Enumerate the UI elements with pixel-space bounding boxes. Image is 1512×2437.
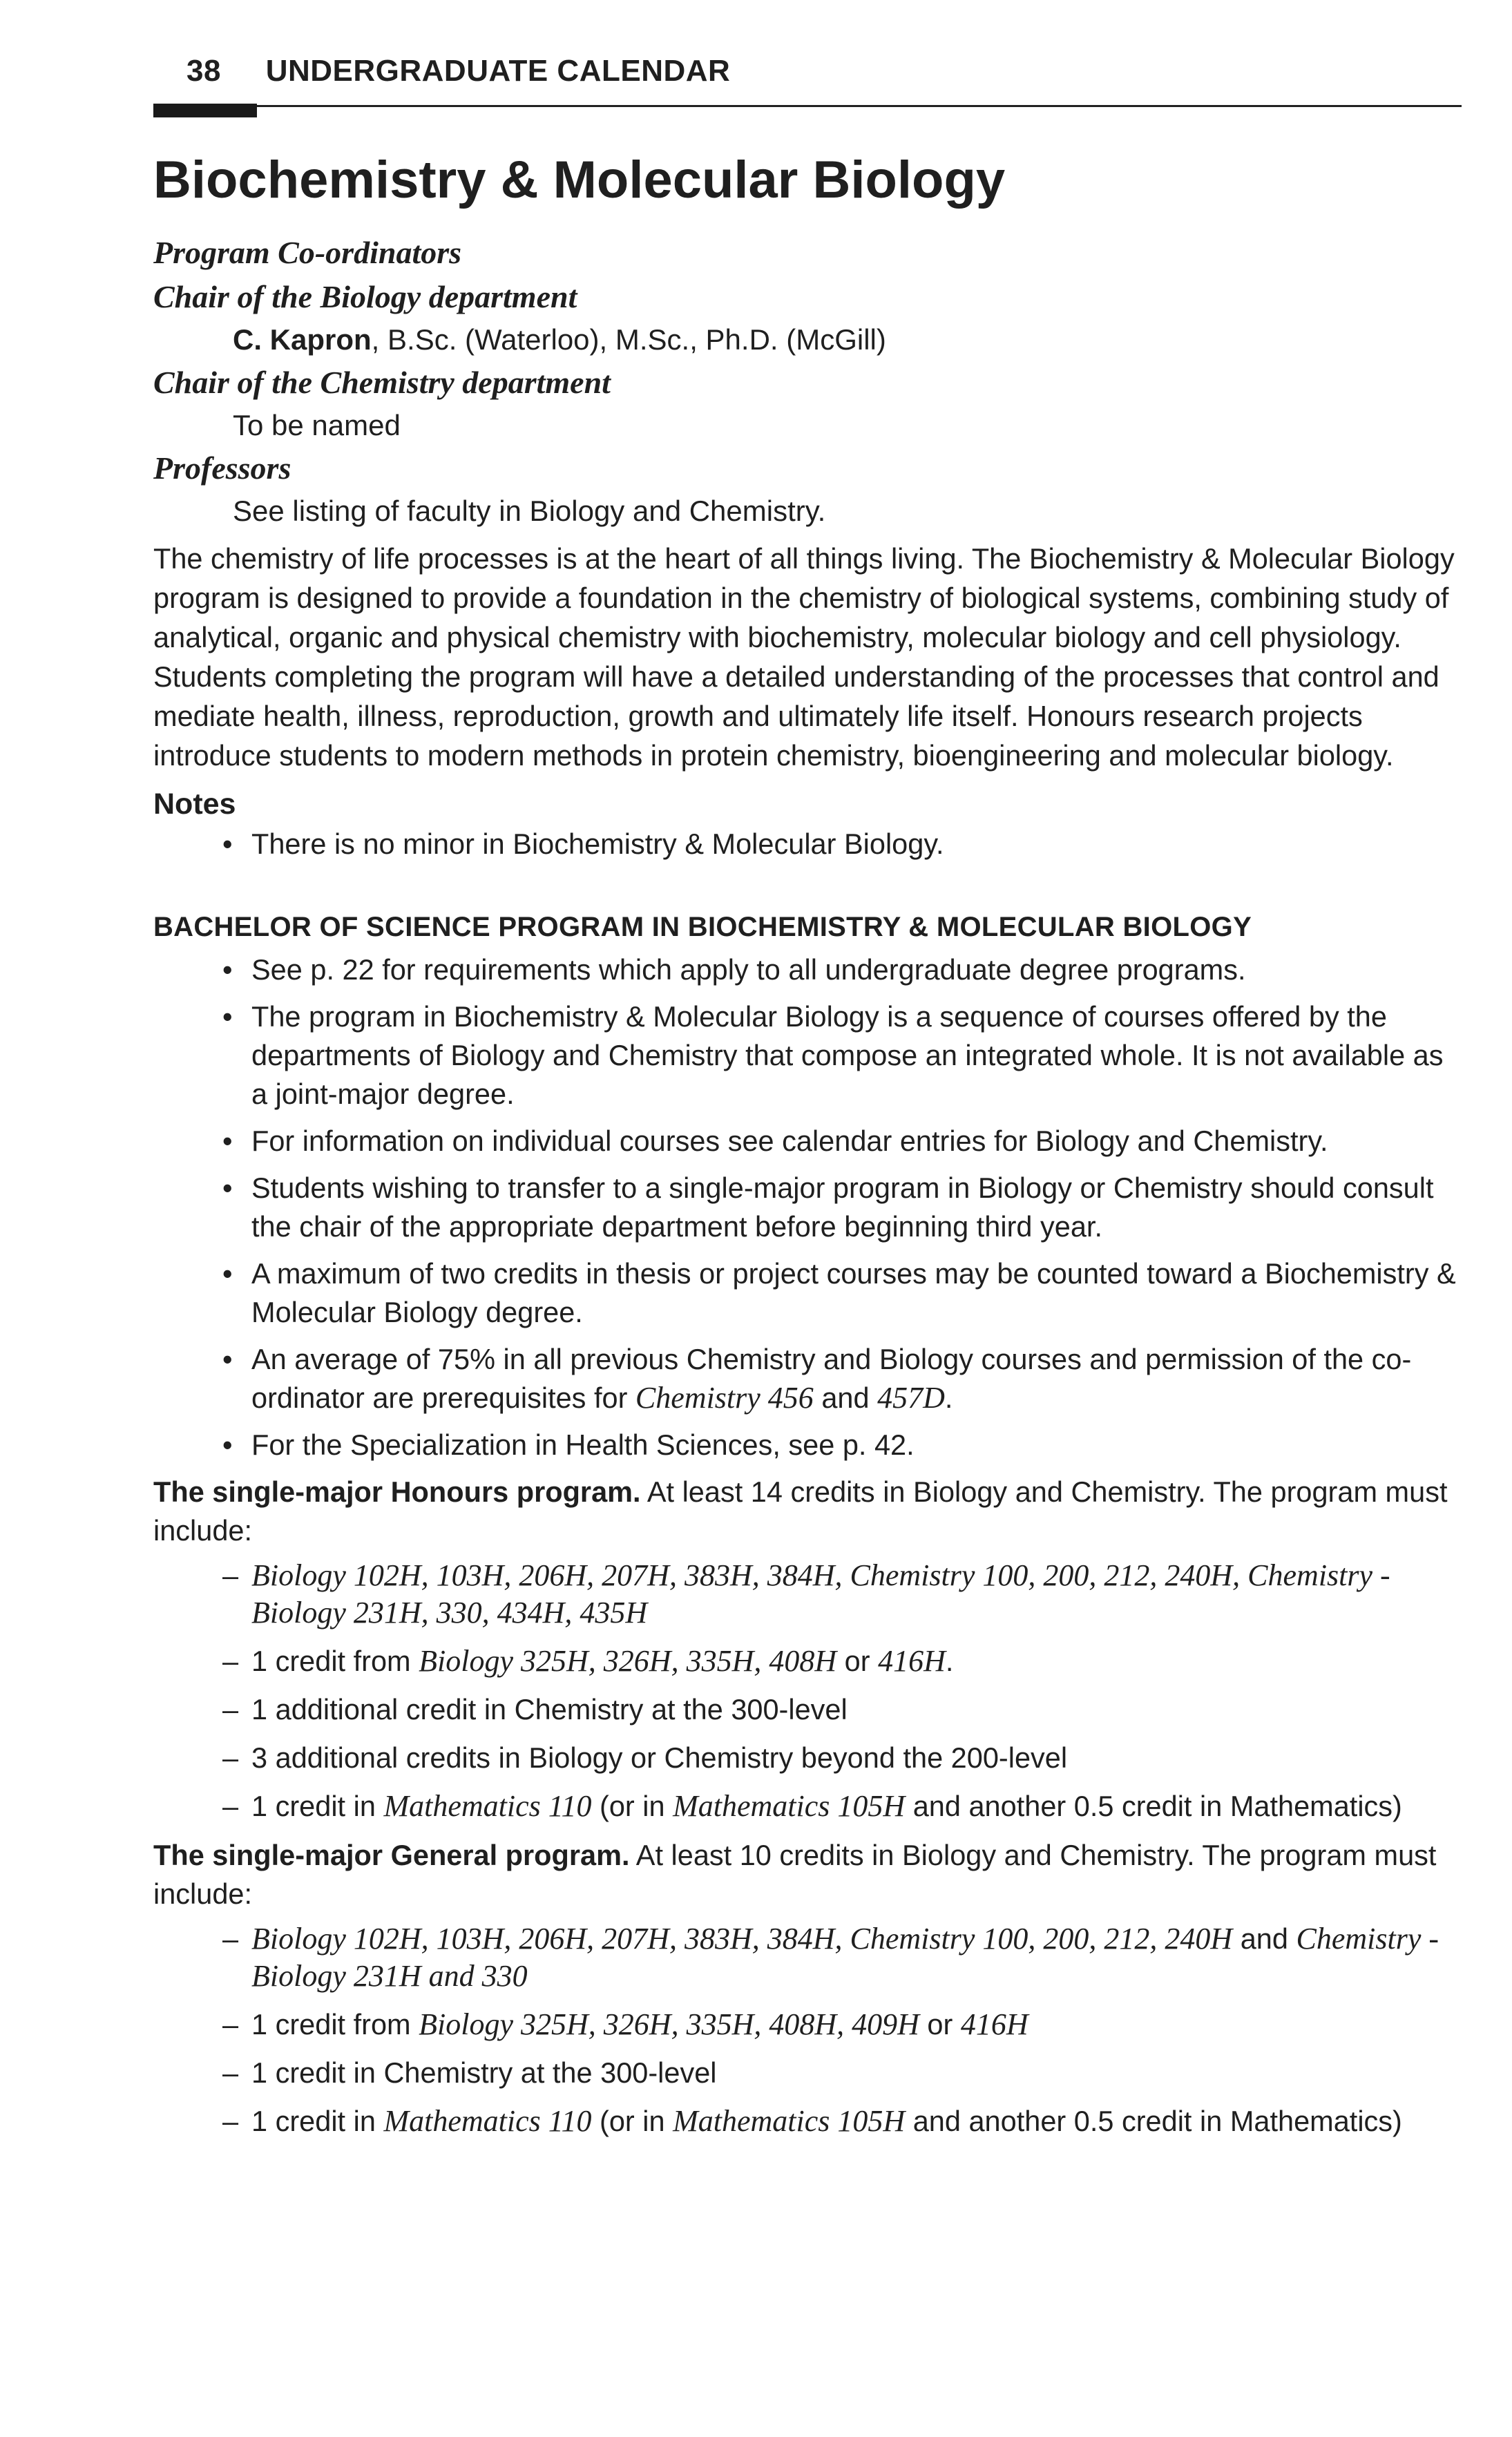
- honours-text: At least 14 credits in Biology and Chemistry. The program must include:: [153, 1475, 1448, 1547]
- professors-heading: Professors: [153, 450, 291, 486]
- bsc-bullet: • The program in Biochemistry & Molecular Biology is a sequence of courses offered by the departments of Biology and Chemistry that compose an integrated whole. It is not available as a joint-major degree.: [153, 997, 1466, 1114]
- notes-list: [153, 825, 1466, 863]
- course-chemistry-456: Chemistry 456: [635, 1381, 814, 1415]
- req-text: or: [836, 1645, 879, 1677]
- notes-item: • There is no minor in Biochemistry & Molecular Biology.: [153, 825, 1466, 863]
- req-text: and another 0.5 credit in Mathematics): [905, 1790, 1402, 1822]
- req-courses: 416H: [960, 2007, 1028, 2041]
- req-text: and: [1232, 1922, 1296, 1955]
- requirement-item: [153, 2006, 1466, 2043]
- honours-requirements: [153, 1557, 1466, 1825]
- general-text: At least 10 credits in Biology and Chemistry. The program must include:: [153, 1839, 1437, 1910]
- req-courses: Mathematics 105H: [673, 1789, 906, 1823]
- header-rule-block: [153, 104, 257, 117]
- requirement-item: [153, 1643, 1466, 1680]
- coordinators-heading: Program Co-ordinators: [153, 235, 462, 270]
- bsc-bullet-health: • For the Specialization in Health Sciences, see p. 42.: [153, 1426, 1466, 1464]
- conjunction: and: [813, 1382, 878, 1414]
- page-content: [153, 142, 1466, 2151]
- req-courses: Mathematics 110: [383, 2104, 592, 2138]
- page-number: 38: [186, 54, 221, 88]
- punctuation: .: [944, 1382, 953, 1414]
- biology-chair-degrees: , B.Sc. (Waterloo), M.Sc., Ph.D. (McGill): [371, 323, 886, 356]
- general-label: The single-major General program.: [153, 1839, 630, 1871]
- course-457d: 457D: [877, 1381, 945, 1415]
- general-requirements: [153, 1920, 1466, 2140]
- biology-chair-line: [153, 319, 1466, 361]
- average-text: An average of 75% in all previous Chemistry and Biology courses and permission of the co-ordinator are prerequisites for: [251, 1343, 1412, 1414]
- req-courses: 416H: [878, 1644, 946, 1678]
- req-text: (or in: [591, 1790, 673, 1822]
- req-text: and another 0.5 credit in Mathematics): [905, 2105, 1402, 2137]
- bsc-bullet: • For information on individual courses see calendar entries for Biology and Chemistry.: [153, 1122, 1466, 1160]
- intro-paragraph: The chemistry of life processes is at the heart of all things living. The Biochemistry & Molecular Biology program is designed to provide a foundation in the chemistry of biological systems, combining study of analytical, organic and physical chemistry with biochemistry, molecular biology and cell physiology. Students completing the program will have a detailed understanding of the processes that control and mediate health, illness, reproduction, growth and ultimately life itself. Honours research projects introduce students to modern methods in protein chemistry, bioengineering and molecular biology.: [153, 542, 1455, 772]
- bsc-bullet: • See p. 22 for requirements which apply to all undergraduate degree programs.: [153, 950, 1466, 989]
- chemistry-chair-name: To be named: [233, 409, 401, 441]
- requirement-item: – 1 additional credit in Chemistry at the 300-level: [153, 1691, 1466, 1728]
- req-text: 1 credit from: [251, 1645, 419, 1677]
- honours-intro: [153, 1473, 1466, 1550]
- biology-chair-name: C. Kapron: [233, 323, 372, 356]
- req-text: or: [919, 2008, 961, 2041]
- req-text: 1 credit from: [251, 2008, 419, 2041]
- bsc-bullet: • Students wishing to transfer to a single-major program in Biology or Chemistry should consult the chair of the appropriate department before beginning third year.: [153, 1169, 1466, 1246]
- req-text: (or in: [591, 2105, 673, 2137]
- requirement-item: – 3 additional credits in Biology or Chemistry beyond the 200-level: [153, 1739, 1466, 1777]
- req-courses: Chemistry - Biology 231H and 330: [251, 1922, 1439, 1993]
- notes-heading: Notes: [153, 787, 236, 821]
- req-text: 1 credit in: [251, 1790, 384, 1822]
- req-courses: Biology 102H, 103H, 206H, 207H, 383H, 384H, Chemistry 100, 200, 212, 240H: [251, 1922, 1233, 1956]
- professors-text: See listing of faculty in Biology and Chemistry.: [233, 495, 826, 527]
- req-courses: Mathematics 105H: [673, 2104, 906, 2138]
- honours-label: The single-major Honours program.: [153, 1475, 641, 1508]
- bsc-bullets: [153, 950, 1466, 1464]
- chemistry-chair-role: Chair of the Chemistry department: [153, 365, 611, 400]
- bsc-bullet-average: [153, 1340, 1466, 1417]
- biology-chair-role: Chair of the Biology department: [153, 279, 577, 314]
- running-header: [186, 54, 730, 88]
- requirement-item: [153, 1557, 1466, 1632]
- requirement-item: [153, 2103, 1466, 2140]
- header-rule: [153, 105, 1462, 107]
- page-title: Biochemistry & Molecular Biology: [153, 151, 1006, 209]
- req-text: 1 credit in: [251, 2105, 384, 2137]
- requirement-item: – 1 credit in Chemistry at the 300-level: [153, 2054, 1466, 2092]
- bsc-bullet: • A maximum of two credits in thesis or project courses may be counted toward a Biochemistry & Molecular Biology degree.: [153, 1254, 1466, 1332]
- honours-core-courses: Biology 102H, 103H, 206H, 207H, 383H, 384H, Chemistry 100, 200, 212, 240H, Chemistry - Biology 231H, 330, 434H, 435H: [251, 1558, 1390, 1630]
- requirement-item: [153, 1788, 1466, 1825]
- requirement-item: [153, 1920, 1466, 1995]
- general-intro: [153, 1836, 1466, 1913]
- bsc-heading: BACHELOR OF SCIENCE PROGRAM IN BIOCHEMISTRY & MOLECULAR BIOLOGY: [153, 912, 1252, 942]
- req-courses: Mathematics 110: [383, 1789, 592, 1823]
- req-courses: Biology 325H, 326H, 335H, 408H, 409H: [419, 2007, 919, 2041]
- req-text: .: [945, 1645, 954, 1677]
- req-courses: Biology 325H, 326H, 335H, 408H: [419, 1644, 837, 1678]
- running-title: UNDERGRADUATE CALENDAR: [265, 54, 731, 88]
